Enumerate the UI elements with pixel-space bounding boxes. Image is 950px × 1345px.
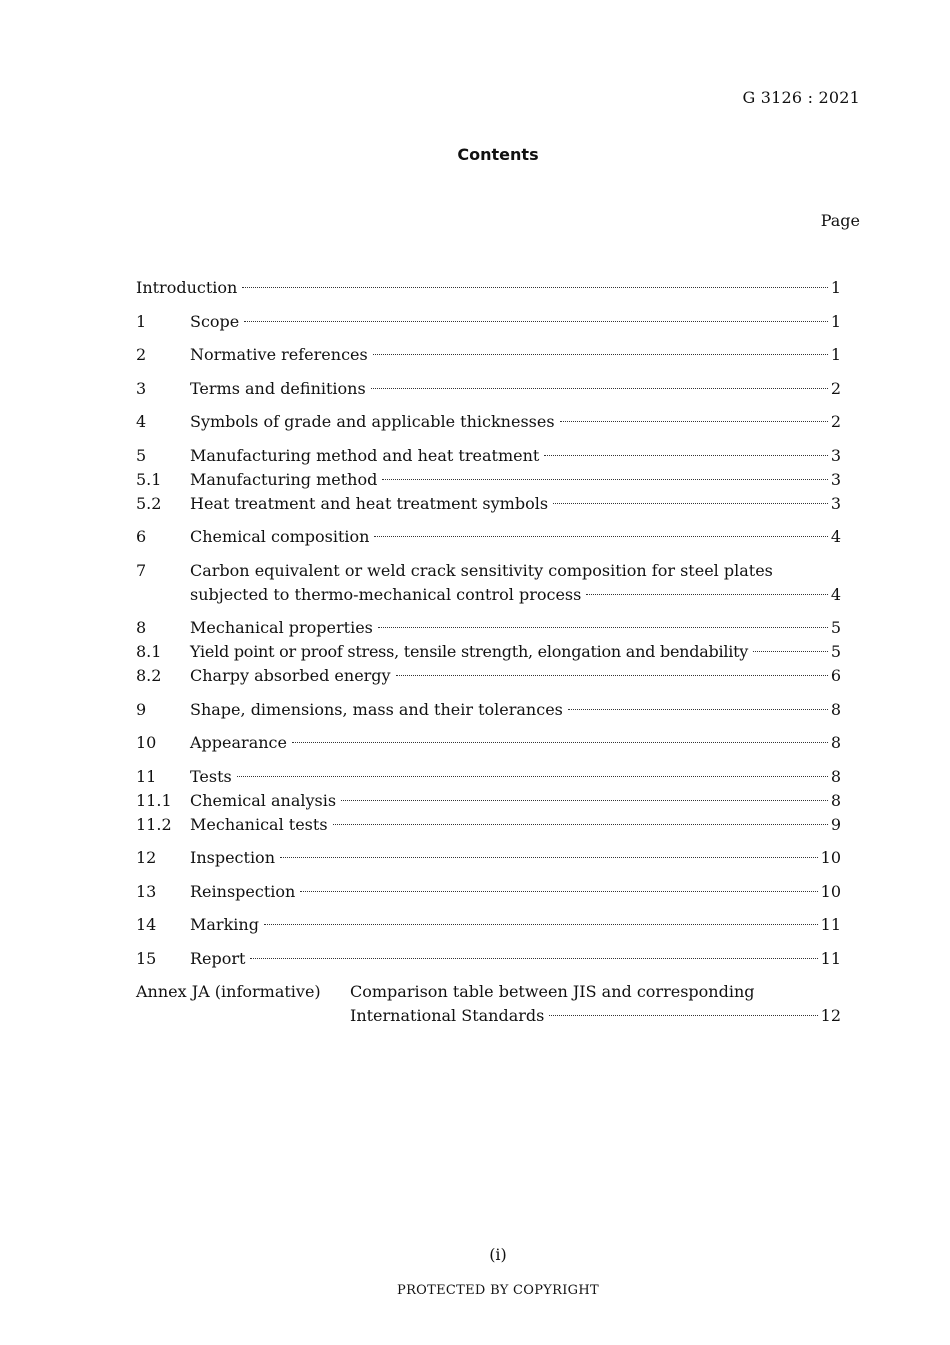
dot-leader (371, 388, 828, 389)
footer-page-number: (i) (489, 1245, 507, 1264)
toc-entry-4[interactable] (136, 410, 841, 434)
dot-leader (292, 742, 828, 743)
dot-leader (544, 455, 828, 456)
toc-entry-9[interactable] (136, 698, 841, 722)
toc-entry-number: 10 (136, 733, 157, 752)
toc-entry-page: 10 (820, 848, 841, 867)
dot-leader (244, 321, 828, 322)
toc-entry-title: Tests (190, 767, 232, 786)
toc-entry-title: Manufacturing method (190, 470, 378, 489)
dot-leader (396, 675, 828, 676)
toc-entry-14[interactable] (136, 913, 841, 937)
toc-entry-number: 11 (136, 767, 157, 786)
toc-entry-number: 6 (136, 527, 147, 546)
dot-leader (341, 800, 828, 801)
toc-entry-page: 3 (830, 470, 841, 489)
toc-entry-page: 1 (830, 312, 841, 331)
toc-entry-number: 8 (136, 618, 147, 637)
document-code: G 3126 : 2021 (742, 88, 860, 107)
toc-entry-number: 3 (136, 379, 147, 398)
dot-leader (264, 924, 818, 925)
toc-entry-5[interactable] (136, 444, 841, 468)
toc-entry-page: 2 (830, 379, 841, 398)
toc-entry-13[interactable] (136, 880, 841, 904)
toc-entry-title: Marking (190, 915, 259, 934)
dot-leader (560, 421, 828, 422)
dot-leader (237, 776, 828, 777)
toc-entry-title-line1: Comparison table between JIS and corresponding (350, 982, 755, 1001)
dot-leader (549, 1015, 817, 1016)
toc-entry-title: Terms and definitions (190, 379, 366, 398)
toc-entry-number: 4 (136, 412, 147, 431)
toc-entry-title-line2: International Standards (350, 1006, 545, 1025)
toc-entry-title: Mechanical properties (190, 618, 373, 637)
dot-leader (333, 824, 828, 825)
toc-entry-page: 8 (830, 791, 841, 810)
toc-entry-number: 11.1 (136, 791, 172, 810)
toc-entry-number: 5 (136, 446, 147, 465)
toc-entry-3[interactable] (136, 377, 841, 401)
dot-leader (378, 627, 828, 628)
dot-leader (280, 857, 818, 858)
toc-entry-11-2[interactable] (136, 813, 841, 837)
toc-entry-page: 3 (830, 494, 841, 513)
toc-entry-1[interactable] (136, 310, 841, 334)
toc-entry-title: Symbols of grade and applicable thicknesses (190, 412, 555, 431)
copyright-notice: PROTECTED BY COPYRIGHT (397, 1283, 599, 1298)
toc-entry-title: Heat treatment and heat treatment symbols (190, 494, 549, 513)
toc-entry-title: Scope (190, 312, 240, 331)
toc-entry-title: Shape, dimensions, mass and their tolerances (190, 700, 563, 719)
toc-entry-title: Mechanical tests (190, 815, 328, 834)
toc-entry-number: 9 (136, 700, 147, 719)
toc-entry-number: 5.2 (136, 494, 162, 513)
toc-entry-page: 4 (830, 585, 841, 604)
toc-entry-page: 12 (820, 1006, 841, 1025)
dot-leader (242, 287, 827, 288)
toc-entry-introduction[interactable] (136, 276, 841, 300)
toc-entry-number: 8.1 (136, 642, 162, 661)
toc-entry-title: Appearance (190, 733, 287, 752)
toc-entry-6[interactable] (136, 525, 841, 549)
dot-leader (553, 503, 828, 504)
dot-leader (374, 536, 827, 537)
toc-entry-number: 8.2 (136, 666, 162, 685)
page-title: Contents (457, 145, 539, 164)
dot-leader (568, 709, 828, 710)
toc-entry-title-line1: Carbon equivalent or weld crack sensitivity composition for steel plates (190, 561, 773, 580)
toc-entry-8-1[interactable] (136, 640, 841, 664)
toc-entry-5-2[interactable] (136, 492, 841, 516)
toc-entry-title: Yield point or proof stress, tensile strength, elongation and bendability (190, 642, 749, 661)
toc-entry-11-1[interactable] (136, 789, 841, 813)
toc-entry-page: 5 (830, 618, 841, 637)
toc-entry-page: 4 (830, 527, 841, 546)
toc-entry-15[interactable] (136, 947, 841, 971)
toc-entry-7[interactable] (136, 559, 841, 607)
toc-entry-title: Introduction (136, 278, 238, 297)
toc-entry-number: 12 (136, 848, 157, 867)
toc-entry-page: 10 (820, 882, 841, 901)
toc-entry-page: 3 (830, 446, 841, 465)
toc-entry-title: Inspection (190, 848, 275, 867)
toc-entry-annex-ja[interactable] (136, 980, 841, 1028)
dot-leader (753, 651, 828, 652)
dot-leader (382, 479, 827, 480)
dot-leader (250, 958, 817, 959)
toc-entry-12[interactable] (136, 846, 841, 870)
toc-entry-page: 9 (830, 815, 841, 834)
toc-entry-page: 6 (830, 666, 841, 685)
toc-entry-title: Manufacturing method and heat treatment (190, 446, 540, 465)
annex-label: Annex JA (informative) (136, 982, 321, 1001)
toc-entry-page: 2 (830, 412, 841, 431)
toc-entry-page: 8 (830, 700, 841, 719)
dot-leader (373, 354, 828, 355)
toc-entry-title: Normative references (190, 345, 368, 364)
toc-entry-title: Chemical composition (190, 527, 370, 546)
toc-entry-10[interactable] (136, 731, 841, 755)
toc-entry-8-2[interactable] (136, 664, 841, 688)
toc-entry-title: Report (190, 949, 246, 968)
toc-entry-page: 1 (830, 278, 841, 297)
toc-entry-11[interactable] (136, 765, 841, 789)
dot-leader (586, 594, 827, 595)
toc-entry-page: 1 (830, 345, 841, 364)
toc-entry-number: 1 (136, 312, 147, 331)
toc-entry-number: 2 (136, 345, 147, 364)
page-column-label: Page (820, 211, 860, 230)
dot-leader (300, 891, 817, 892)
toc-entry-number: 11.2 (136, 815, 172, 834)
toc-entry-title: Chemical analysis (190, 791, 337, 810)
table-of-contents (136, 0, 841, 1100)
toc-entry-page: 8 (830, 767, 841, 786)
toc-entry-title: Charpy absorbed energy (190, 666, 391, 685)
toc-entry-page: 8 (830, 733, 841, 752)
toc-entry-number: 15 (136, 949, 157, 968)
toc-entry-number: 5.1 (136, 470, 162, 489)
toc-entry-8[interactable] (136, 616, 841, 640)
toc-entry-number: 7 (136, 561, 147, 580)
toc-entry-page: 5 (830, 642, 841, 661)
toc-entry-5-1[interactable] (136, 468, 841, 492)
toc-entry-title: Reinspection (190, 882, 296, 901)
toc-entry-page: 11 (820, 949, 841, 968)
toc-entry-number: 14 (136, 915, 157, 934)
toc-entry-number: 13 (136, 882, 157, 901)
toc-entry-2[interactable] (136, 343, 841, 367)
toc-entry-page: 11 (820, 915, 841, 934)
toc-entry-title-line2: subjected to thermo-mechanical control process (190, 585, 582, 604)
